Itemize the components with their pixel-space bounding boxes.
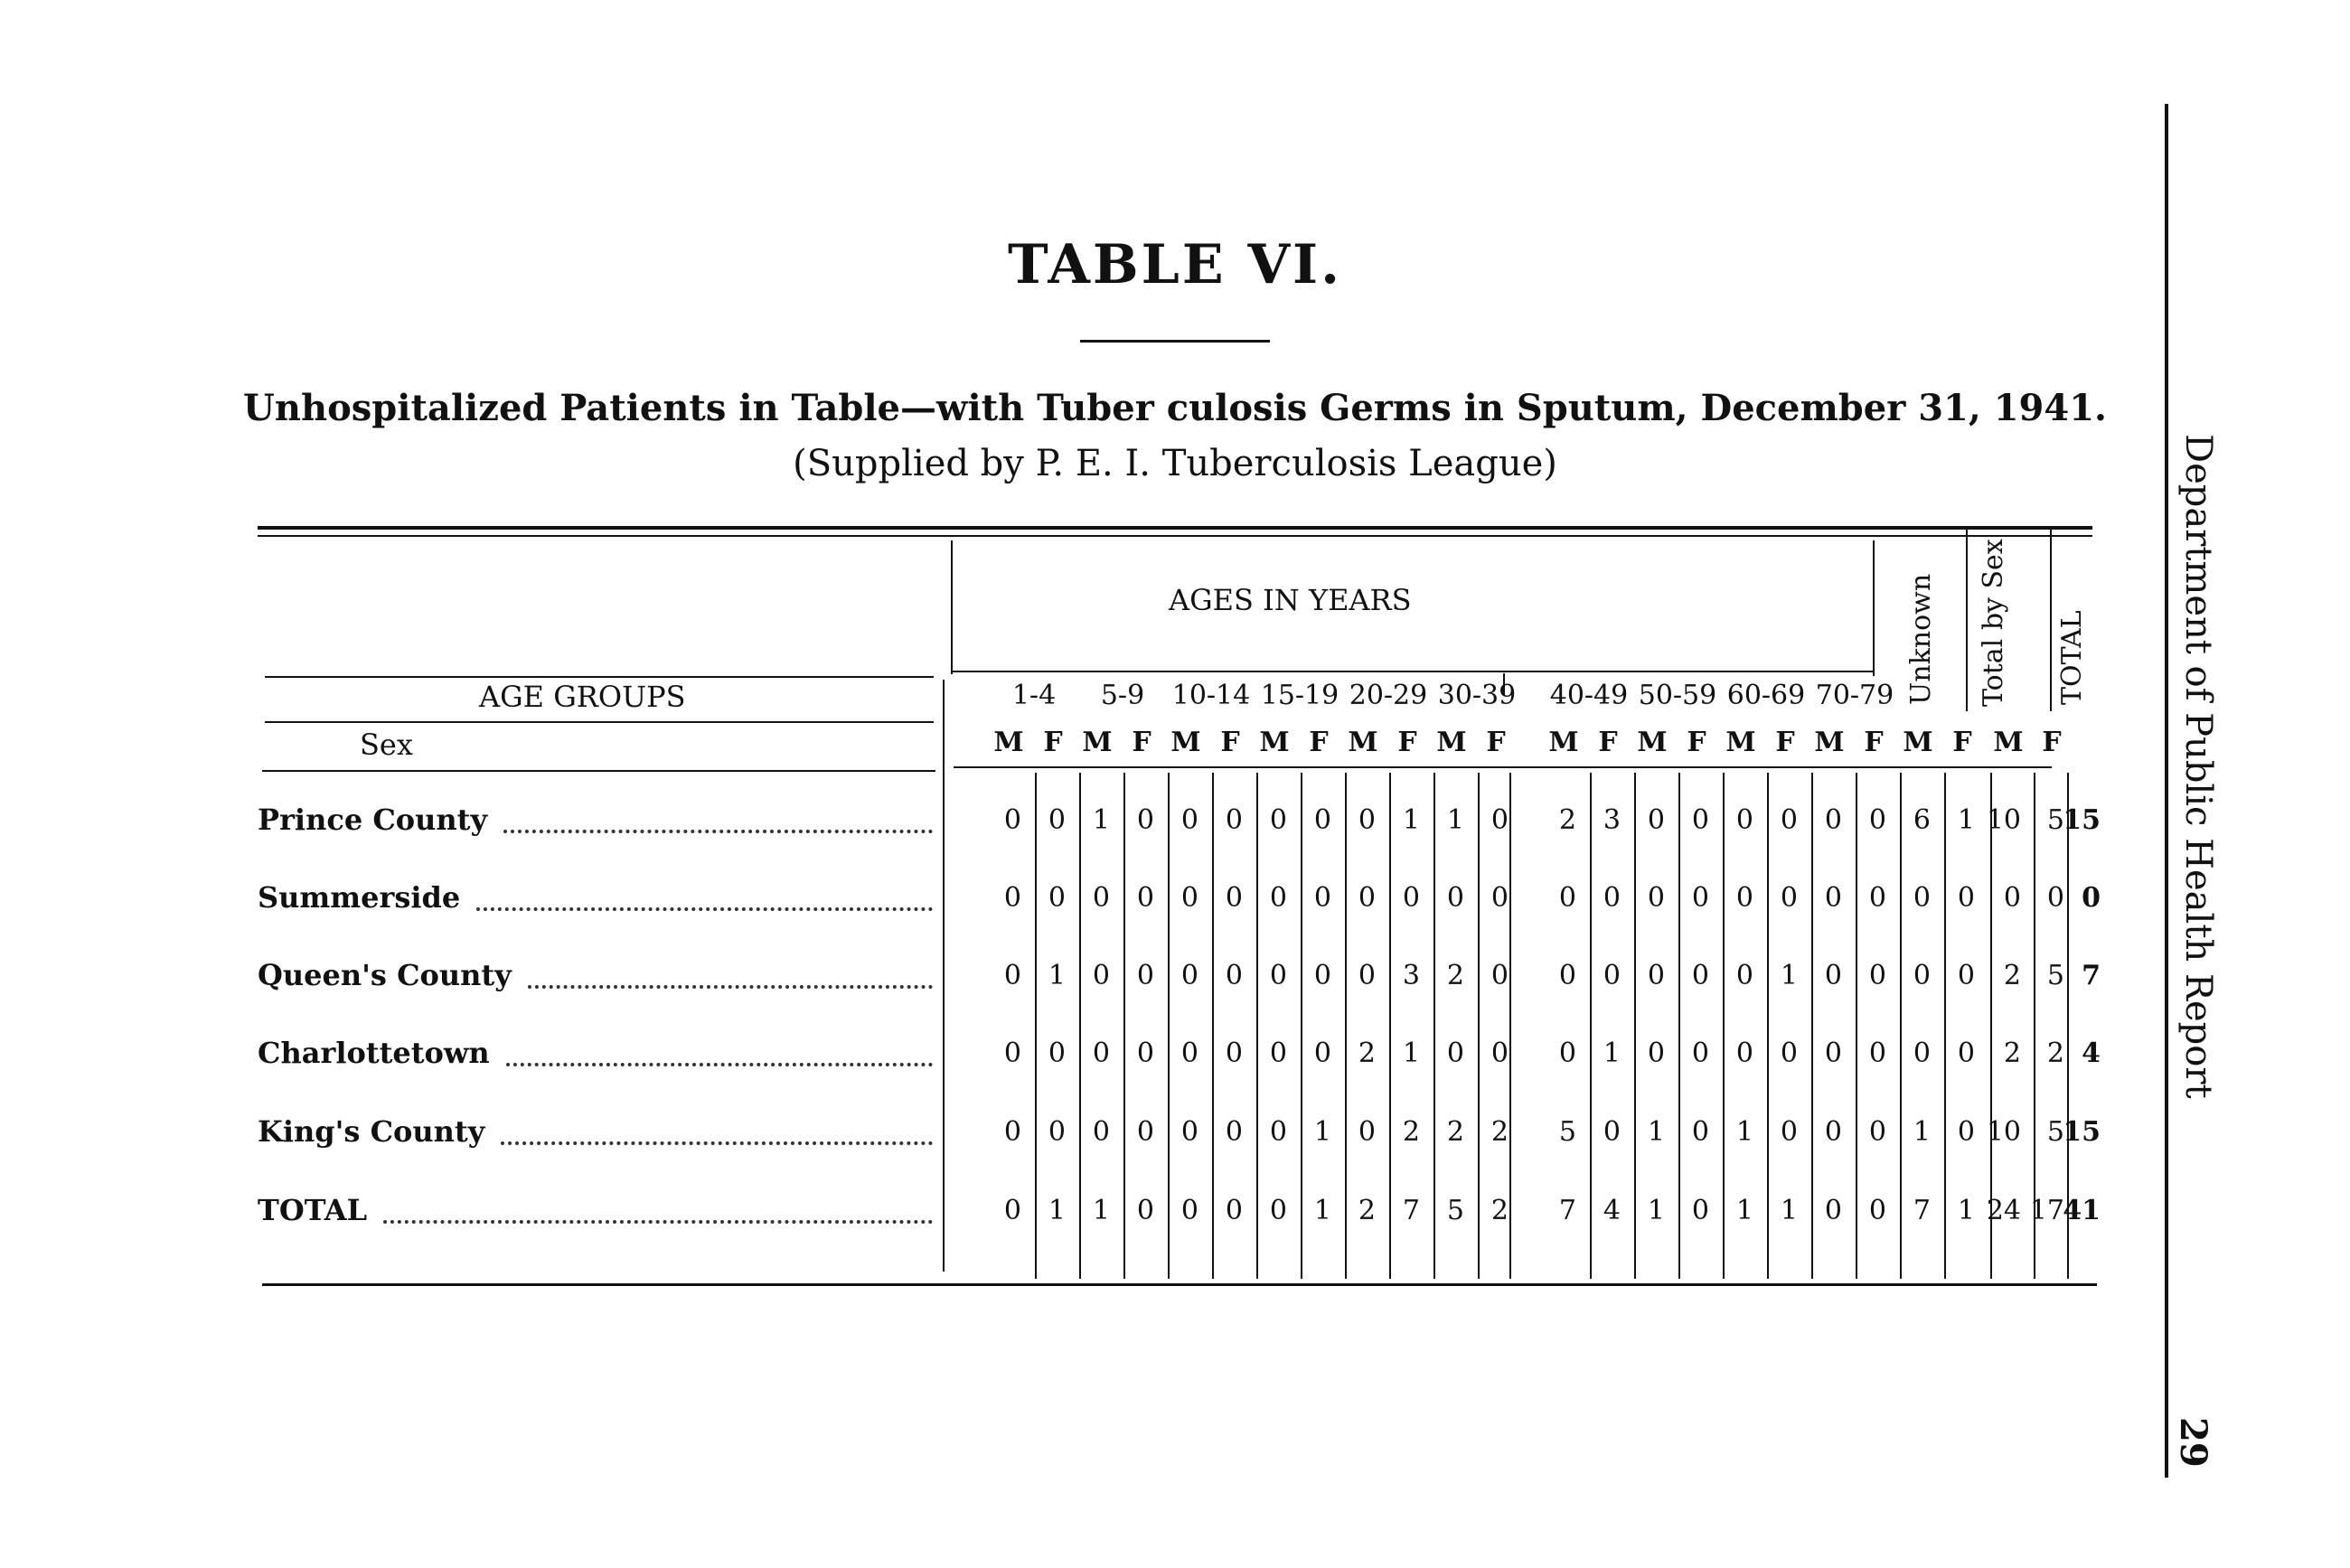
sex-code: F	[1397, 727, 1417, 758]
table-cell: 0	[1868, 1195, 1886, 1226]
column-rule	[943, 680, 945, 1272]
age-groups-rule-top	[265, 676, 934, 678]
table-cell: 0	[1358, 882, 1376, 914]
sex-code: M	[1082, 727, 1113, 758]
sex-code: F	[1598, 727, 1618, 758]
table-cell: 0	[1691, 960, 1709, 991]
table-cell: 0	[1647, 882, 1665, 914]
table-cell: 0	[1180, 882, 1198, 914]
table-top-rule	[258, 526, 2092, 530]
table-cell: 4	[2082, 1038, 2101, 1069]
sex-code: M	[1548, 727, 1579, 758]
table-cell: 0	[1048, 1038, 1066, 1069]
table-cell: 0	[1647, 1038, 1665, 1069]
table-title: TABLE VI.	[1008, 233, 1342, 296]
leader-dots	[528, 985, 933, 989]
table-cell: 0	[1647, 960, 1665, 991]
sex-code: M	[993, 727, 1024, 758]
table-cell: 0	[1313, 960, 1331, 991]
table-cell: 0	[1180, 1038, 1198, 1069]
table-cell: 0	[1136, 960, 1154, 991]
table-cell: 0	[1913, 1038, 1931, 1069]
sex-code: M	[1436, 727, 1467, 758]
table-cell: 0	[1824, 804, 1842, 836]
table-cell: 17	[2029, 1195, 2064, 1226]
table-cell: 3	[1402, 960, 1420, 991]
table-cell: 0	[1824, 960, 1842, 991]
table-cell: 0	[1780, 882, 1798, 914]
table-cell: 0	[1136, 1038, 1154, 1069]
table-cell: 5	[2046, 1116, 2064, 1148]
table-cell: 0	[1647, 804, 1665, 836]
table-cell: 0	[1092, 882, 1110, 914]
table-cell: 0	[1136, 1116, 1154, 1148]
table-cell: 5	[2046, 960, 2064, 991]
table-cell: 0	[1003, 1195, 1021, 1226]
table-cell: 0	[1868, 882, 1886, 914]
table-cell: 0	[1136, 804, 1154, 836]
table-cell: 5	[1558, 1116, 1576, 1148]
header-divider	[951, 540, 953, 674]
row-label: King's County	[258, 1114, 485, 1149]
age-group-10-14: 10-14	[1171, 680, 1251, 711]
age-group-1-4: 1-4	[1011, 680, 1057, 711]
table-cell: 1	[1313, 1116, 1331, 1148]
table-cell: 4	[1603, 1195, 1621, 1226]
table-cell: 1	[1647, 1195, 1665, 1226]
table-cell: 1	[1957, 1195, 1975, 1226]
table-cell: 2	[2046, 1038, 2064, 1069]
sex-label: Sex	[360, 728, 413, 762]
age-group-60-69: 60-69	[1726, 680, 1806, 711]
table-cell: 1	[1048, 1195, 1066, 1226]
table-cell: 0	[1957, 882, 1975, 914]
sex-code: M	[1348, 727, 1378, 758]
table-cell: 1	[1735, 1195, 1753, 1226]
table-cell: 0	[1358, 1116, 1376, 1148]
table-cell: 0	[1603, 882, 1621, 914]
sex-code: F	[1775, 727, 1795, 758]
sex-code: F	[1486, 727, 1506, 758]
table-cell: 1	[1313, 1195, 1331, 1226]
sex-code: M	[1993, 727, 2024, 758]
table-cell: 0	[1269, 804, 1287, 836]
table-cell: 0	[1180, 960, 1198, 991]
table-bottom-rule	[262, 1283, 2097, 1286]
age-group-20-29: 20-29	[1349, 680, 1428, 711]
sex-code: M	[1725, 727, 1756, 758]
table-subtitle: Unhospitalized Patients in Table—with Tuber culosis Germs in Sputum, December 31, 1941.	[243, 387, 2107, 429]
table-cell: 2	[1490, 1116, 1509, 1148]
grand-total-divider	[2050, 529, 2052, 711]
table-cell: 2	[1402, 1116, 1420, 1148]
age-group-40-49: 40-49	[1549, 680, 1629, 711]
table-cell: 1	[1780, 1195, 1798, 1226]
table-cell: 2	[2003, 1038, 2021, 1069]
table-cell: 0	[1225, 882, 1243, 914]
sex-code: M	[1903, 727, 1933, 758]
table-cell: 0	[1558, 960, 1576, 991]
table-cell: 0	[1824, 1195, 1842, 1226]
table-cell: 0	[1735, 1038, 1753, 1069]
table-cell: 0	[1868, 1038, 1886, 1069]
table-cell: 7	[1913, 1195, 1931, 1226]
table-cell: 0	[1957, 960, 1975, 991]
sex-code: M	[1637, 727, 1668, 758]
table-cell: 0	[1092, 1038, 1110, 1069]
table-cell: 0	[1269, 960, 1287, 991]
table-top-rule-thin	[258, 535, 2092, 537]
table-cell: 0	[1490, 960, 1509, 991]
total-by-sex-divider	[1966, 529, 1968, 711]
table-cell: 0	[1957, 1116, 1975, 1148]
table-cell: 5	[2046, 804, 2064, 836]
table-cell: 1	[1446, 804, 1464, 836]
total-by-sex-header: Total by Sex	[1978, 539, 2009, 707]
table-cell: 0	[1490, 1038, 1509, 1069]
table-cell: 15	[2063, 1116, 2101, 1148]
table-cell: 1	[1913, 1116, 1931, 1148]
table-cell: 0	[1092, 960, 1110, 991]
table-cell: 24	[1986, 1195, 2021, 1226]
row-label: Prince County	[258, 803, 488, 837]
sex-codes-rule	[954, 766, 2052, 768]
sex-code: F	[1132, 727, 1152, 758]
unknown-header: Unknown	[1905, 573, 1937, 705]
table-cell: 0	[1003, 1038, 1021, 1069]
table-cell: 6	[1913, 804, 1931, 836]
table-cell: 0	[1136, 882, 1154, 914]
table-cell: 0	[1780, 1038, 1798, 1069]
table-cell: 0	[2046, 882, 2064, 914]
table-cell: 0	[1003, 882, 1021, 914]
table-cell: 0	[1913, 960, 1931, 991]
table-cell: 1	[1092, 1195, 1110, 1226]
table-cell: 0	[2003, 882, 2021, 914]
table-cell: 1	[1957, 804, 1975, 836]
table-cell: 0	[1313, 1038, 1331, 1069]
table-cell: 0	[1913, 882, 1931, 914]
sex-code: F	[1309, 727, 1329, 758]
table-cell: 1	[1780, 960, 1798, 991]
table-cell: 10	[1986, 804, 2021, 836]
table-cell: 0	[1313, 804, 1331, 836]
age-group-5-9: 5-9	[1100, 680, 1145, 711]
table-cell: 0	[1868, 1116, 1886, 1148]
unknown-divider	[1873, 540, 1875, 676]
sex-rule	[262, 770, 935, 772]
sex-code: F	[1687, 727, 1706, 758]
sex-code: M	[1814, 727, 1845, 758]
table-cell: 0	[1446, 882, 1464, 914]
table-cell: 0	[1313, 882, 1331, 914]
table-cell: 0	[1824, 882, 1842, 914]
table-cell: 0	[1003, 960, 1021, 991]
margin-rule	[2165, 104, 2168, 1478]
table-cell: 2	[2003, 960, 2021, 991]
table-cell: 0	[1490, 882, 1509, 914]
table-cell: 2	[1446, 1116, 1464, 1148]
ages-header-rule	[951, 671, 1873, 672]
source-note: (Supplied by P. E. I. Tuberculosis League)	[793, 443, 1557, 484]
table-cell: 1	[1402, 804, 1420, 836]
table-cell: 0	[1490, 804, 1509, 836]
age-group-70-79: 70-79	[1815, 680, 1894, 711]
table-cell: 0	[1048, 804, 1066, 836]
table-cell: 0	[1358, 804, 1376, 836]
age-group-50-59: 50-59	[1638, 680, 1717, 711]
table-cell: 0	[1558, 882, 1576, 914]
ages-in-years-header: AGES IN YEARS	[1169, 583, 1412, 617]
column-rule	[1509, 773, 1511, 1279]
table-cell: 0	[1048, 1116, 1066, 1148]
row-label: TOTAL	[258, 1193, 368, 1227]
sex-code: F	[1864, 727, 1884, 758]
table-cell: 15	[2063, 804, 2101, 836]
table-cell: 2	[1358, 1038, 1376, 1069]
table-cell: 0	[1780, 804, 1798, 836]
table-cell: 0	[1402, 882, 1420, 914]
table-cell: 0	[1691, 804, 1709, 836]
table-cell: 0	[1225, 960, 1243, 991]
table-cell: 0	[1735, 882, 1753, 914]
age-groups-rule-bottom	[265, 721, 934, 723]
table-cell: 0	[1003, 1116, 1021, 1148]
table-cell: 0	[1358, 960, 1376, 991]
table-cell: 0	[1180, 1116, 1198, 1148]
table-cell: 1	[1048, 960, 1066, 991]
table-cell: 1	[1402, 1038, 1420, 1069]
leader-dots	[476, 907, 933, 911]
leader-dots	[383, 1220, 933, 1224]
table-cell: 7	[2082, 960, 2101, 991]
table-cell: 0	[1868, 804, 1886, 836]
table-cell: 1	[1647, 1116, 1665, 1148]
table-cell: 5	[1446, 1195, 1464, 1226]
table-cell: 0	[1735, 804, 1753, 836]
table-cell: 0	[1957, 1038, 1975, 1069]
table-cell: 0	[2082, 882, 2101, 914]
table-cell: 3	[1603, 804, 1621, 836]
table-cell: 0	[1269, 882, 1287, 914]
grand-total-header: TOTAL	[2056, 610, 2088, 705]
table-cell: 2	[1558, 804, 1576, 836]
table-cell: 0	[1780, 1116, 1798, 1148]
age-groups-label: AGE GROUPS	[479, 680, 686, 714]
leader-dots	[506, 1063, 933, 1066]
page-number: 29	[2172, 1417, 2214, 1468]
table-cell: 0	[1691, 882, 1709, 914]
row-label: Queen's County	[258, 958, 512, 992]
row-label: Summerside	[258, 880, 461, 915]
table-cell: 1	[1735, 1116, 1753, 1148]
table-cell: 0	[1603, 960, 1621, 991]
table-cell: 0	[1446, 1038, 1464, 1069]
table-cell: 2	[1490, 1195, 1509, 1226]
running-header: Department of Public Health Report	[2177, 434, 2219, 1099]
table-cell: 0	[1225, 1116, 1243, 1148]
sex-code: F	[1952, 727, 1972, 758]
table-cell: 0	[1691, 1038, 1709, 1069]
table-cell: 0	[1603, 1116, 1621, 1148]
table-cell: 0	[1225, 1038, 1243, 1069]
table-cell: 0	[1558, 1038, 1576, 1069]
table-cell: 1	[1092, 804, 1110, 836]
table-cell: 0	[1691, 1116, 1709, 1148]
table-cell: 10	[1986, 1116, 2021, 1148]
row-label: Charlottetown	[258, 1036, 490, 1070]
table-cell: 2	[1358, 1195, 1376, 1226]
table-cell: 0	[1136, 1195, 1154, 1226]
table-cell: 0	[1225, 804, 1243, 836]
table-cell: 0	[1180, 1195, 1198, 1226]
table-cell: 0	[1824, 1116, 1842, 1148]
leader-dots	[501, 1141, 933, 1145]
age-group-15-19: 15-19	[1260, 680, 1340, 711]
table-cell: 0	[1824, 1038, 1842, 1069]
table-cell: 0	[1735, 960, 1753, 991]
sex-code: F	[2042, 727, 2062, 758]
sex-code: F	[1043, 727, 1063, 758]
table-cell: 1	[1603, 1038, 1621, 1069]
table-cell: 0	[1269, 1195, 1287, 1226]
table-cell: 0	[1269, 1116, 1287, 1148]
table-cell: 7	[1558, 1195, 1576, 1226]
table-cell: 0	[1225, 1195, 1243, 1226]
table-cell: 0	[1868, 960, 1886, 991]
sex-code: F	[1220, 727, 1240, 758]
sex-code: M	[1170, 727, 1201, 758]
table-cell: 0	[1092, 1116, 1110, 1148]
leader-dots	[503, 830, 933, 833]
table-cell: 0	[1003, 804, 1021, 836]
table-cell: 41	[2063, 1195, 2101, 1226]
table-cell: 7	[1402, 1195, 1420, 1226]
table-cell: 0	[1269, 1038, 1287, 1069]
age-group-30-39: 30-39	[1437, 680, 1517, 711]
sex-code: M	[1259, 727, 1290, 758]
table-cell: 0	[1691, 1195, 1709, 1226]
table-cell: 2	[1446, 960, 1464, 991]
table-cell: 0	[1048, 882, 1066, 914]
table-cell: 0	[1180, 804, 1198, 836]
